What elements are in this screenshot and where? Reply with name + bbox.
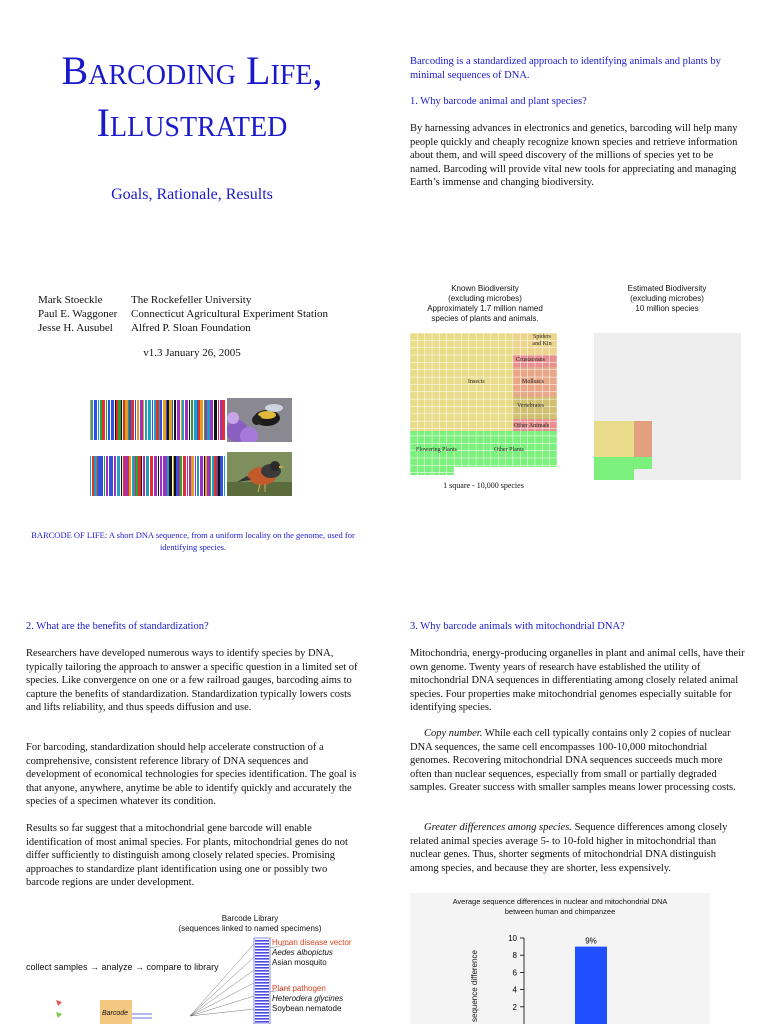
section-3-para-1: Mitochondria, energy-producing organelles in plant and animal cells, have their own genome. Twenty years of research have established the utility of mitochondrial DNA sequences in differentiating among closely related animal species. Four properties make mitochondrial genomes especially suitable for identifying species. — [410, 648, 745, 713]
library-stripe — [255, 994, 269, 996]
y-tick-label: 6 — [512, 968, 517, 978]
library-stripe — [255, 991, 269, 993]
mito-chart-ylabel: sequence difference — [470, 950, 479, 1022]
barcode-stripe — [109, 456, 112, 496]
known-title-line: Known Biodiversity — [451, 284, 519, 293]
version: v1.3 January 26, 2005 — [143, 347, 241, 359]
barcode-stripe — [135, 456, 136, 496]
barcode-stripe — [191, 456, 194, 496]
intro-text: Barcoding is a standardized approach to identifying animals and plants by minimal sequences of DNA. — [410, 56, 721, 81]
author-org: Alfred P. Sloan Foundation — [131, 322, 251, 334]
barcode-stripe — [92, 456, 94, 496]
library-stripe — [255, 1006, 269, 1008]
estimated-biodiversity-grid — [594, 333, 741, 480]
barcode-stripe — [163, 456, 166, 496]
mito-title-line: Average sequence differences in nuclear and mitochondrial DNA — [452, 897, 668, 906]
library-stripe — [255, 973, 269, 975]
barcode-stripe — [94, 400, 97, 440]
barcode-stripe — [100, 400, 102, 440]
section-1-heading: 1. Why barcode animal and plant species? — [410, 96, 587, 107]
barcode-stripe — [200, 400, 203, 440]
known-biodiversity-grid — [410, 333, 557, 480]
library-stripe — [255, 943, 269, 945]
author-row — [38, 307, 328, 321]
label-vertebrates: Vertebrates — [517, 403, 544, 409]
barcode-stripe — [115, 400, 116, 440]
barcode-image-2 — [90, 456, 225, 496]
barcode-stripe — [156, 400, 159, 440]
author-row — [38, 293, 328, 307]
y-tick-label: 4 — [512, 985, 517, 995]
library-stripe — [255, 1000, 269, 1002]
barcode-stripe — [90, 400, 91, 440]
author-org: The Rockefeller University — [131, 294, 252, 306]
library-stripe — [255, 982, 269, 984]
barcode-stripe — [106, 400, 107, 440]
barcode-stripe — [177, 400, 180, 440]
barcode-stripe — [167, 400, 169, 440]
mito-chart-title — [410, 897, 710, 917]
match-line — [190, 957, 254, 1016]
entry-common-name: Soybean nematode — [272, 1004, 342, 1013]
barcode-stripe — [108, 400, 110, 440]
barcode-stripe — [166, 400, 167, 440]
barcode-stripe — [212, 456, 214, 496]
barcode-stripe — [132, 456, 135, 496]
author-row — [38, 321, 328, 335]
known-title-line: Approximately 1.7 million named — [427, 304, 543, 313]
barcode-stripe — [121, 400, 122, 440]
barcode-stripe — [200, 456, 203, 496]
section-3-heading: 3. Why barcode animals with mitochondrial DNA? — [410, 621, 625, 632]
match-line — [190, 983, 254, 1016]
barcode-stripe — [145, 400, 147, 440]
barcode-stripe — [143, 456, 145, 496]
barcode-stripe — [205, 400, 207, 440]
barcode-stripe — [191, 400, 193, 440]
label-other-plants: Other Plants — [494, 447, 524, 453]
library-stripe — [255, 997, 269, 999]
barcode-stripe — [197, 456, 199, 496]
barcode-stripe — [90, 456, 91, 496]
sample-icon — [56, 1012, 62, 1018]
library-entry-2 — [272, 984, 343, 1014]
barcode-stripe — [91, 400, 93, 440]
barcode-stripe — [214, 400, 217, 440]
entry-category: Plant pathogen — [272, 984, 326, 993]
bumblebee-photo — [227, 398, 292, 442]
barcode-stripe — [179, 456, 180, 496]
estimated-title-line: Estimated Biodiversity — [627, 284, 707, 293]
section-2-para-2: For barcoding, standardization should help accelerate construction of a comprehensive, consistent reference library of DNA sequences and development of economical technologies for species identification. The goal is that anyone, anywhere, anytime be able to identify quickly and accurately the species of a specimen whatever its condition. — [26, 742, 357, 807]
estimated-gap — [634, 469, 652, 480]
subtitle: Goals, Rationale, Results — [111, 186, 273, 203]
library-stripe — [255, 940, 269, 942]
barcode-stripe — [220, 400, 222, 440]
author-name: Jesse H. Ausubel — [38, 322, 113, 334]
section-1-body: By harnessing advances in electronics and genetics, barcoding will help many people quickly and cheaply recognize known species and retrieve information about them, and will speed discovery of the millions of species yet to be named. Barcoding will provide vital new tools for appreciating and managing Earth’s immense and changing biodiversity. — [410, 123, 738, 188]
barcode-stripe — [154, 400, 156, 440]
barcode-stripe — [112, 456, 113, 496]
section-3-para-3 — [410, 821, 746, 875]
barcode-stripe — [169, 456, 172, 496]
section-3-para-2 — [410, 727, 746, 795]
barcode-stripe — [218, 456, 220, 496]
y-tick-label: 2 — [512, 1002, 517, 1012]
barcode-stripe — [222, 400, 225, 440]
barcode-stripe — [214, 456, 217, 496]
library-stripe — [255, 1015, 269, 1017]
library-stripe — [255, 970, 269, 972]
library-stripe — [255, 1021, 269, 1023]
match-line — [190, 1009, 254, 1016]
barcode-stripe — [173, 456, 174, 496]
match-line — [190, 944, 254, 1016]
barcode-stripe — [166, 456, 167, 496]
barcode-stripe — [172, 400, 173, 440]
library-stripe — [255, 976, 269, 978]
para-3-text: Sequence differences among closely related animal species average 5- to 10-fold higher in mitochondrial than nuclear genes. Thus, shorter segments of mitochondrial DNA distinguish among species, and because they are shorter, less expensively. — [410, 822, 728, 874]
known-title-line: (excluding microbes) — [448, 294, 522, 303]
barcode-stripe — [117, 456, 120, 496]
library-stripe — [255, 1012, 269, 1014]
barcode-stripe — [111, 400, 114, 440]
barcode-stripe — [210, 400, 211, 440]
barcode-stripe — [102, 400, 105, 440]
barcode-stripe — [97, 456, 98, 496]
barcode-stripe — [176, 456, 179, 496]
barcode-stripe — [159, 400, 160, 440]
barcode-stripe — [207, 400, 210, 440]
barcode-stripe — [224, 456, 225, 496]
barcode-stripe — [197, 400, 198, 440]
mito-title-line: between human and chimpanzee — [504, 907, 616, 916]
barcode-stripe — [150, 456, 151, 496]
barcode-stripe — [180, 456, 182, 496]
label-spiders: Spiders and Kin — [532, 334, 552, 347]
barcode-stripe — [121, 456, 122, 496]
library-stripe — [255, 967, 269, 969]
barcode-stripe — [135, 400, 136, 440]
library-stripe — [255, 988, 269, 990]
barcode-stripe — [129, 456, 131, 496]
barcode-stripe — [94, 456, 97, 496]
barcode-stripe — [129, 400, 131, 440]
barcode-stripe — [163, 400, 166, 440]
para-2-text: While each cell typically contains only 2 copies of nuclear DNA sequences, the same cell encompasses 100-10,000 mitochondrial genomes. Recovering mitochondrial DNA sequences succeeds much more often than nuclear sequences, especially from small or partially degraded samples. Greater success with smaller samples means lower processing costs. — [410, 728, 736, 793]
barcode-stripe — [183, 456, 186, 496]
library-stripe — [255, 946, 269, 948]
barcode-stripe — [205, 456, 207, 496]
barcode-stripe — [204, 456, 205, 496]
known-title-line: species of plants and animals. — [431, 314, 539, 323]
barcode-stripe — [167, 456, 169, 496]
entry-scientific-name: Aedes albopictus — [272, 948, 333, 957]
barcode-stripe — [106, 456, 108, 496]
para-3-lead: Greater differences among species. — [424, 822, 572, 833]
author-name: Paul E. Waggoner — [38, 308, 118, 320]
barcode-stripe — [98, 456, 100, 496]
barcode-stripe — [140, 400, 143, 440]
barcode-stripe — [143, 400, 144, 440]
label-flowering-plants: Flowering Plants — [416, 447, 457, 453]
library-title-line: Barcode Library — [221, 914, 279, 923]
barcode-stripe — [116, 400, 118, 440]
barcode-stripe — [118, 400, 121, 440]
mito-bar-label: 9% — [585, 936, 597, 946]
barcode-stripe — [141, 456, 142, 496]
barcode-stripe — [123, 456, 125, 496]
barcode-caption: BARCODE OF LIFE: A short DNA sequence, from a uniform locality on the genome, used for identifying species. — [31, 530, 355, 552]
barcode-stripe — [158, 456, 159, 496]
y-tick-label: 8 — [512, 951, 517, 961]
match-line — [190, 970, 254, 1016]
barcode-stripe — [148, 400, 151, 440]
barcode-stripe — [154, 456, 157, 496]
library-stripe — [255, 952, 269, 954]
barcode-stripe — [160, 400, 162, 440]
library-stripe — [255, 955, 269, 957]
label-insects: Insects — [468, 379, 485, 385]
title-line-1: Barcoding Life, — [61, 48, 323, 93]
label-molluscs: Molluscs — [522, 379, 545, 385]
match-line — [190, 996, 254, 1016]
sample-icon — [56, 1000, 62, 1006]
barcode-stripe — [211, 400, 213, 440]
barcode-box-label: Barcode — [102, 1010, 129, 1017]
barcode-stripe — [207, 456, 210, 496]
library-stack — [254, 938, 270, 1024]
mito-chart — [480, 930, 630, 1024]
barcode-stripe — [194, 400, 197, 440]
barcode-stripe — [125, 400, 128, 440]
barcode-stripe — [131, 400, 134, 440]
barcode-stripe — [174, 456, 176, 496]
estimated-title-line: 10 million species — [635, 304, 699, 313]
author-org: Connecticut Agricultural Experiment Station — [131, 308, 329, 320]
barcode-stripe — [138, 456, 141, 496]
barcode-stripe — [137, 400, 139, 440]
library-stripe — [255, 964, 269, 966]
library-title-line: (sequences linked to named specimens) — [178, 924, 322, 933]
library-entry-1 — [272, 938, 352, 968]
barcode-stripe — [204, 400, 205, 440]
barcode-stripe — [136, 456, 138, 496]
barcode-stripe — [182, 400, 184, 440]
estimated-biodiversity-title — [592, 284, 742, 314]
scale-note: 1 square - 10,000 species — [443, 481, 524, 490]
barcode-stripe — [189, 400, 190, 440]
author-list — [38, 293, 328, 335]
section-2-para-3: Results so far suggest that a mitochondrial gene barcode will enable identification of most animal species. For plants, mitochondrial genes do not differ sufficiently to distinguish among closely related species. Promising approaches to standardize plant identification using one or possibly two barcode regions are under development. — [26, 823, 348, 888]
barcode-stripe — [151, 456, 153, 496]
known-biodiversity-title — [410, 284, 560, 324]
library-stripe — [255, 961, 269, 963]
barcode-stripe — [198, 400, 200, 440]
barcode-stripe — [100, 456, 103, 496]
barcode-image-1 — [90, 400, 225, 440]
estimated-known-animals — [634, 421, 652, 457]
para-2-lead: Copy number. — [424, 728, 483, 739]
entry-category: Human disease vector — [272, 938, 352, 947]
robin-photo — [227, 452, 292, 496]
library-stripe — [255, 949, 269, 951]
barcode-stripe — [218, 400, 219, 440]
library-stripe — [255, 985, 269, 987]
barcode-stripe — [181, 400, 182, 440]
barcode-stripe — [152, 400, 153, 440]
barcode-stripe — [210, 456, 211, 496]
label-other-animals: Other Animals — [514, 423, 550, 429]
barcode-stripe — [187, 456, 188, 496]
barcode-stripe — [169, 400, 172, 440]
library-stripe — [255, 979, 269, 981]
barcode-stripe — [189, 456, 191, 496]
barcode-stripe — [128, 456, 129, 496]
barcode-stripe — [98, 400, 99, 440]
barcode-stripe — [160, 456, 162, 496]
y-tick-label: 10 — [508, 934, 517, 943]
library-stripe — [255, 1003, 269, 1005]
estimated-title-line: (excluding microbes) — [630, 294, 704, 303]
library-stripe — [255, 958, 269, 960]
barcode-stripe — [146, 456, 149, 496]
barcode-stripe — [114, 456, 116, 496]
library-stripe — [255, 1009, 269, 1011]
entry-common-name: Asian mosquito — [272, 958, 327, 967]
barcode-stripe — [104, 456, 105, 496]
entry-scientific-name: Heterodera glycines — [272, 994, 344, 1003]
barcode-stripe — [220, 456, 223, 496]
section-2-heading: 2. What are the benefits of standardization? — [26, 621, 209, 632]
label-crustaceans: Crustaceans — [516, 357, 545, 363]
mito-bar — [575, 947, 607, 1024]
author-name: Mark Stoeckle — [38, 294, 103, 306]
barcode-stripe — [185, 400, 188, 440]
library-flow: collect samples → analyze → compare to library — [26, 962, 219, 972]
barcode-stripe — [174, 400, 176, 440]
barcode-stripe — [195, 456, 196, 496]
barcode-stripe — [125, 456, 128, 496]
library-stripe — [255, 1018, 269, 1020]
title-line-2: Illustrated — [96, 100, 288, 145]
section-2-para-1: Researchers have developed numerous ways to identify species by DNA, typically tailoring the approach to answer a specific question in a limited set of species. Like convergence on one or a few railroad gauges, barcoding aims to capture the benefits of standardization. Standardization typically lowers costs and lifts reliability, and thus speeds diffusion and use. — [26, 648, 358, 713]
barcode-stripe — [217, 456, 218, 496]
barcode-stripe — [128, 400, 129, 440]
barcode-stripe — [123, 400, 125, 440]
